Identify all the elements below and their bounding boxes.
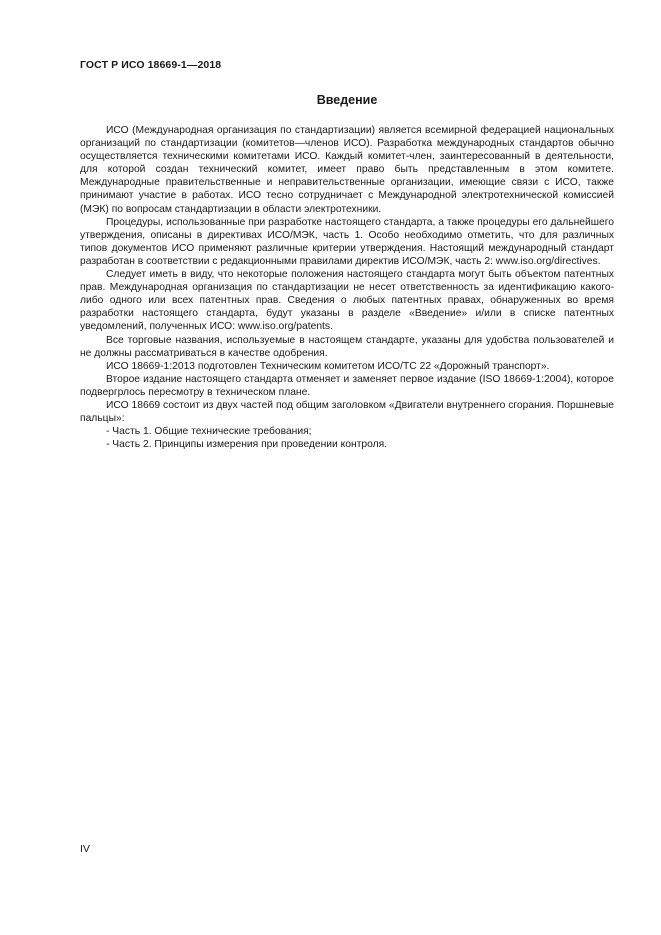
paragraph-iso-intro: ИСО (Международная организация по стандартизации) является всемирной федерацией национальных организаций по стандартизации (комитетов—членов ИСО). Разработка международных стандартов обычно осуществляется техническими комитетами ИСО. Каждый комитет-член, заинтересованный в деятельности, для которой создан технический комитет, имеет право быть представленным в этом комитете. Международные правительственные и неправительственные организации, имеющие связи с ИСО, также принимают участие в работах. ИСО тесно сотрудничает с Международной электротехнической комиссией (МЭК) по вопросам стандартизации в области электротехники. (80, 125, 614, 215)
section-title: Введение (316, 93, 378, 107)
body-text (80, 124, 614, 451)
list-item: - Часть 1. Общие технические требования; (106, 426, 312, 438)
paragraph-patents: Следует иметь в виду, что некоторые положения настоящего стандарта могут быть объектом патентных прав. Международная организация по стандартизации не несет ответственность за идентификацию какого-либо одного или всех патентных прав. Сведения о любых патентных правах, обнаруженных во время разработки настоящего стандарта, будут указаны в разделе «Введение» и/или в списке патентных уведомлений, полученных ИСО: www.iso.org/patents. (80, 269, 614, 333)
paragraph-second-edition: Второе издание настоящего стандарта отменяет и заменяет первое издание (ISO 18669-1:2004), которое подвергрлось пересмотру в техническом плане. (80, 373, 614, 398)
list-item: - Часть 2. Принципы измерения при проведении контроля. (106, 439, 388, 451)
paragraph-procedures: Процедуры, использованные при разработке настоящего стандарта, а также процедуры его дальнейшего утверждения, описаны в директивах ИСО/МЭК, часть 1. Особо необходимо отметить, что для различных типов документов ИСО применяют различные критерии утверждения. Настоящий международный стандарт разработан в соответствии с редакционными правилами директив ИСО/МЭК, часть 2: www.iso.org/directives. (80, 216, 614, 267)
paragraph-parts: ИСО 18669 состоит из двух частей под общим заголовком «Двигатели внутреннего сгорания. Поршневые пальцы»: (80, 399, 614, 425)
paragraph-prepared-by: ИСО 18669-1:2013 подготовлен Техническим комитетом ИСО/ТС 22 «Дорожный транспорт». (106, 360, 550, 372)
page-number: IV (80, 843, 90, 855)
paragraph-trade-names: Все торговые названия, используемые в настоящем стандарте, указаны для удобства пользователей и не должны рассматриваться в качестве одобрения. (80, 334, 614, 359)
document-header: ГОСТ Р ИСО 18669-1—2018 (80, 59, 222, 71)
